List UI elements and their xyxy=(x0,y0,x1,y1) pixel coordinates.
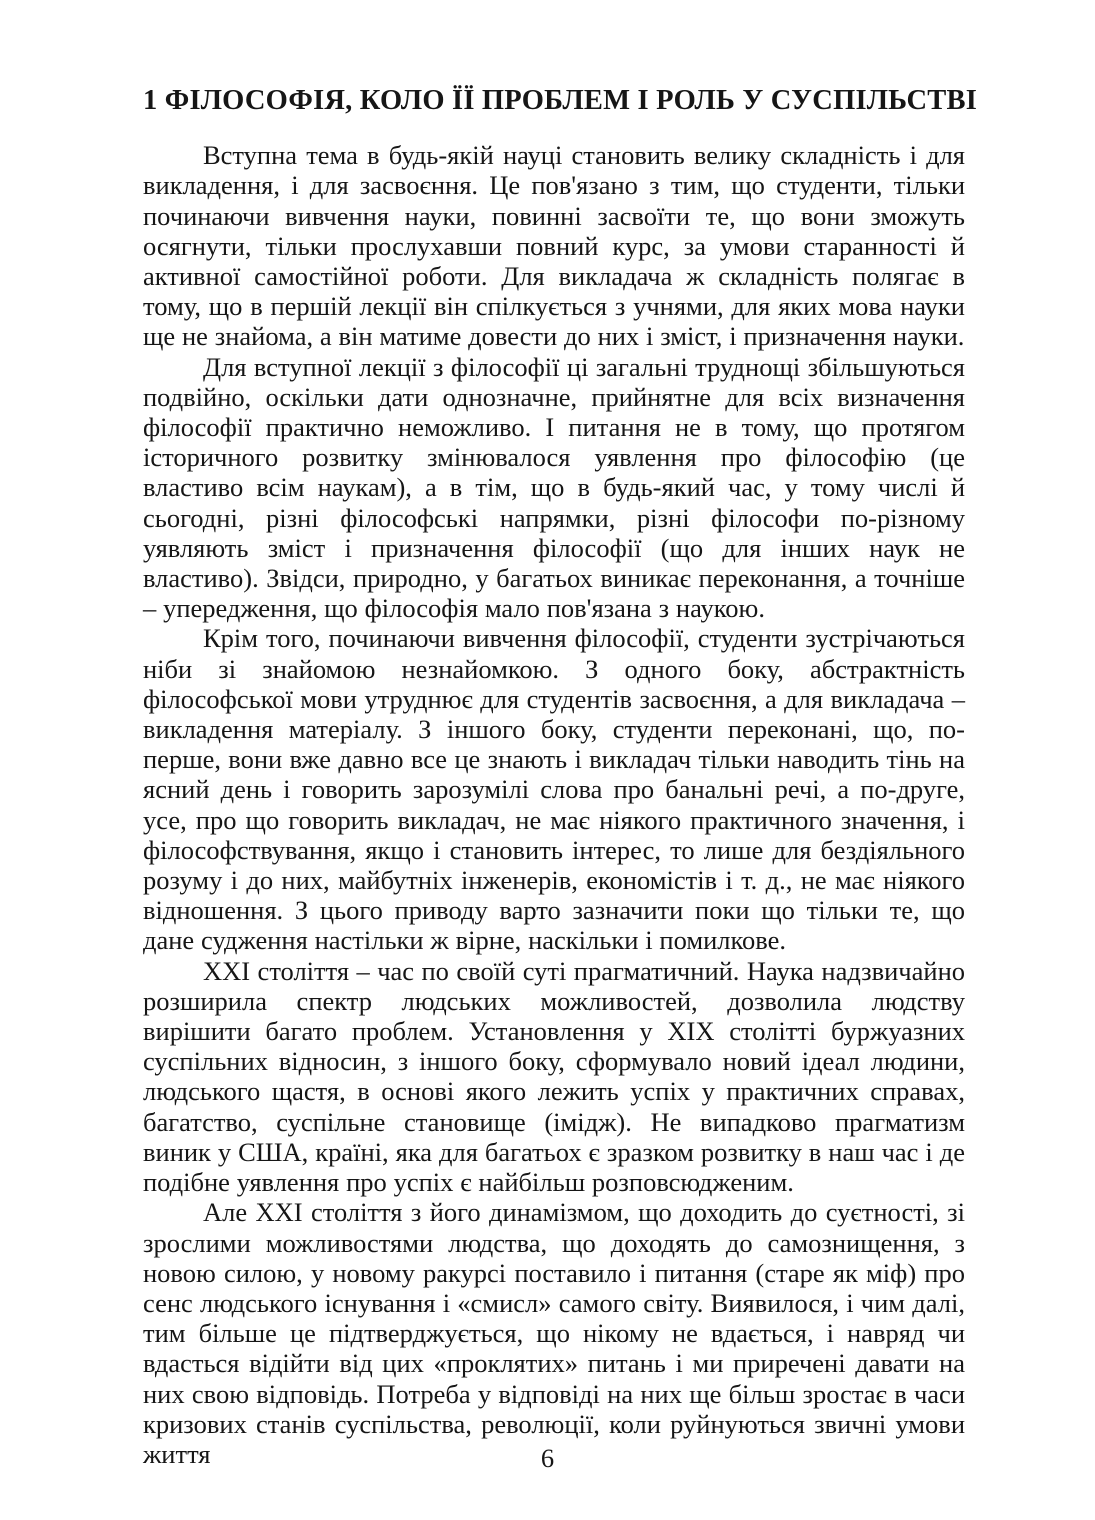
paragraph-5: Але XXI століття з його динамізмом, що доходить до суєтності, зі зрослими можливостями людства, що доходять до самознищення, з новою силою, у новому ракурсі поставило і питання (старе як міф) про сенс людського існування і «смисл» самого світу. Виявилося, і чим далі, тим більше це підтверджується, що нікому не вдається, і навряд чи вдасться відійти від цих «проклятих» питань і ми приречені давати на них свою відповідь. Потреба у відповіді на них ще більш зростає в часи кризових станів суспільства, революції, коли руйнуються звичні умови життя xyxy=(143,1197,965,1469)
paragraph-4: XXI століття – час по своїй суті прагматичний. Наука надзвичайно розширила спектр людських можливостей, дозволила людству вирішити багато проблем. Установлення у XIX столітті буржуазних суспільних відносин, з іншого боку, сформувало новий ідеал людини, людського щастя, в основі якого лежить успіх у практичних справах, багатство, суспільне становище (імідж). Не випадково прагматизм виник у США, країні, яка для багатьох є зразком розвитку в наш час і де подібне уявлення про успіх є найбільш розповсюдженим. xyxy=(143,955,965,1198)
chapter-title: 1 ФІЛОСОФІЯ, КОЛО ЇЇ ПРОБЛЕМ І РОЛЬ У СУСПІЛЬСТВІ xyxy=(143,85,977,116)
paragraph-2: Для вступної лекції з філософії ці загальні труднощі збільшуються подвійно, оскільки дати однозначне, прийнятне для всіх визначення філософії практично неможливо. І питання не в тому, що протягом історичного розвитку змінювалося уявлення про філософію (це властиво всім наукам), а в тім, що в будь-який час, у тому числі й сьогодні, різні філософські напрямки, різні філософи по-різному уявляють зміст і призначення філософії (що для інших наук не властиво). Звідси, природно, у багатьох виникає переконання, а точніше – упередження, що філософія мало пов'язана з наукою. xyxy=(143,351,965,624)
paragraph-1: Вступна тема в будь-якій науці становить велику складність і для викладення, і для засвоєння. Це пов'язано з тим, що студенти, тільки починаючи вивчення науки, повинні засвоїти те, що вони зможуть осягнути, тільки прослухавши повний курс, за умови старанності й активної самостійної роботи. Для викладача ж складність полягає в тому, що в першій лекції він спілкується з учнями, для яких мова науки ще не знайома, а він матиме довести до них і зміст, і призначення науки. xyxy=(143,140,965,352)
page-content xyxy=(143,84,977,1499)
body-text xyxy=(143,140,965,1499)
page-number: 6 xyxy=(540,1443,555,1473)
paragraph-3: Крім того, починаючи вивчення філософії, студенти зустрічаються ніби зі знайомою незнайомкою. З одного боку, абстрактність філософської мови утруднює для студентів засвоєння, а для викладача – викладення матеріалу. З іншого боку, студенти переконані, що, по-перше, вони вже давно все це знають і викладач тільки наводить тінь на ясний день і говорить зарозумілі слова про банальні речі, а по-друге, усе, про що говорить викладач, не має ніякого практичного значення, і філософствування, якщо і становить інтерес, то лише для бездіяльного розуму і до них, майбутніх інженерів, економістів і т. д., не має ніякого відношення. З цього приводу варто зазначити поки що тільки те, що дане судження настільки ж вірне, наскільки і помилкове. xyxy=(143,623,965,956)
